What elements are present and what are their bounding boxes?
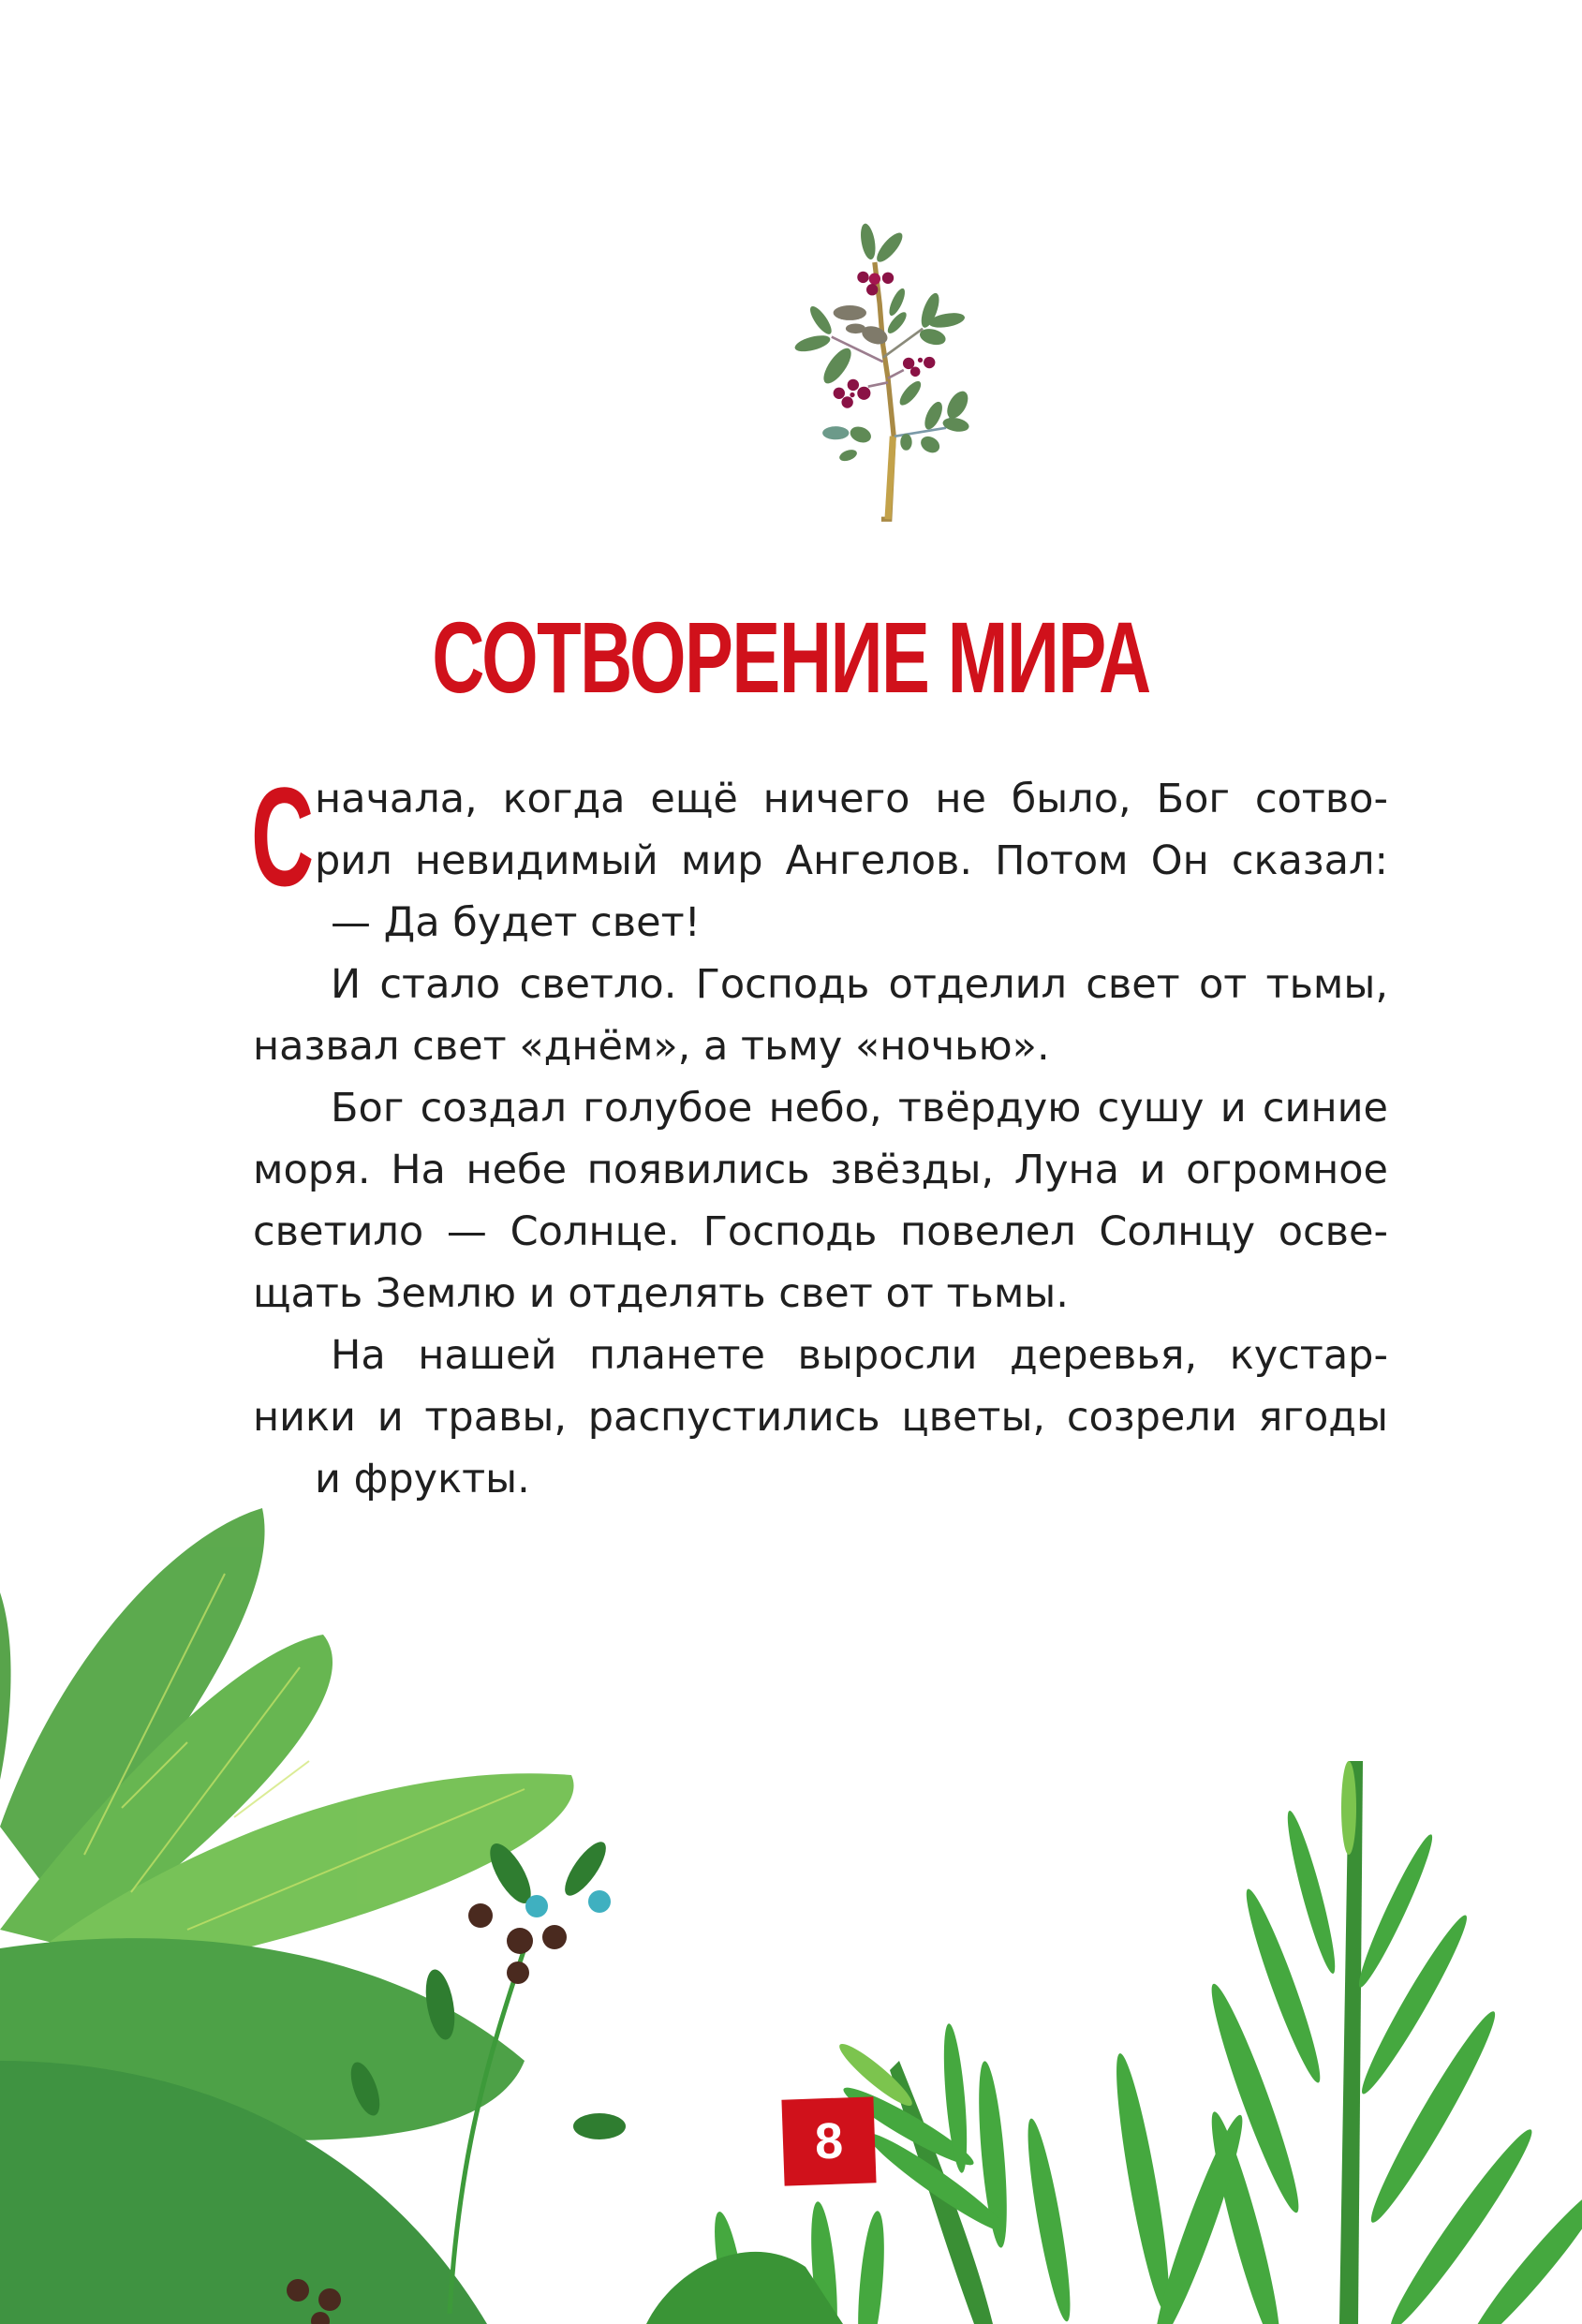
text-line: рил невидимый мир Ангелов. Потом Он сказал:	[315, 837, 1388, 884]
text-line: моря. На небе появились звёзды, Луна и огромное	[253, 1147, 1388, 1193]
drop-cap: С	[251, 758, 315, 915]
page-title: СОТВОРЕНИЕ МИРА	[432, 600, 1150, 714]
text-line: начала, когда ещё ничего не было, Бог сотво-	[315, 776, 1388, 822]
text-line: На нашей планете выросли деревья, кустар-	[331, 1332, 1388, 1379]
green-foliage-illustration	[0, 1480, 1582, 2324]
text-line: назвал свет «днём», а тьму «ночью».	[253, 1023, 1050, 1070]
page-number-badge: 8	[781, 2096, 876, 2185]
tree-with-berries-icon	[759, 197, 974, 543]
text-line: светило — Солнце. Господь повелел Солнцу осве-	[253, 1208, 1388, 1255]
text-line: щать Землю и отделять свет от тьмы.	[253, 1270, 1069, 1317]
text-line: и фрукты.	[315, 1456, 530, 1502]
text-line: ники и травы, распустились цветы, созрели ягоды	[253, 1394, 1388, 1441]
text-line: — Да будет свет!	[331, 899, 701, 946]
text-line: И стало светло. Господь отделил свет от тьмы,	[331, 961, 1388, 1008]
body-text	[251, 758, 1388, 1510]
text-line: Бог создал голубое небо, твёрдую сушу и синие	[331, 1085, 1388, 1132]
